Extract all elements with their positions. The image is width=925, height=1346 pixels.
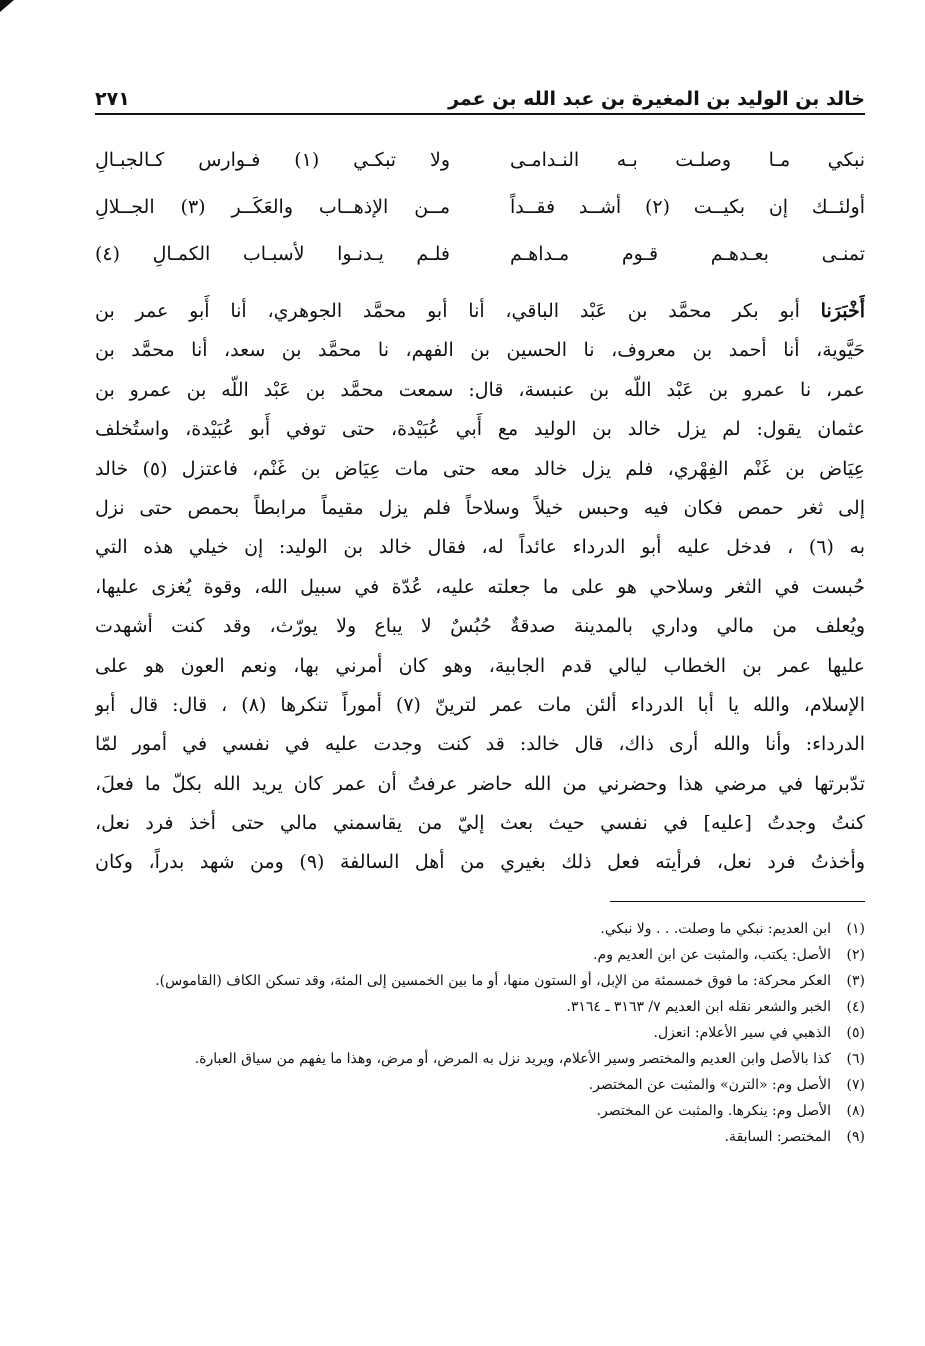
- book-page: [95, 78, 865, 1150]
- body-line: حَيَّوية، أنا أحمد بن معروف، نا الحسين بن الفهم، نا محمَّد بن سعد، أنا محمَّد بن: [95, 339, 865, 362]
- footnote-text: الخبر والشعر نقله ابن العديم ٧/ ٣١٦٣ ـ ٣١٦٤.: [566, 998, 831, 1015]
- verse-second-hemistich: ولا تبكـي (١) فـوارس كـالجبـالِ: [95, 149, 450, 171]
- corner-mark: [0, 0, 14, 12]
- footnote-number: (٦): [846, 1050, 865, 1067]
- body-line: وأخذتُ فرد نعل، فرأيته فعل ذلك بغيري من أهل السالفة (٩) ومن شهد بدراً، وكان: [95, 851, 865, 874]
- body-line: الإسلام، والله يا أبا الدرداء ألئن مات عمر لترينّ (٧) أموراً تنكرها (٨) ، قال: قال أبو: [95, 693, 865, 716]
- footnote-text: الأصل وم: «الترن» والمثبت عن المختصر.: [588, 1076, 831, 1093]
- body-line: إلى ثغر حمص فكان فيه وحبس خيلاً وسلاحاً فلم يزل مقيماً مرابطاً بحمص حتى نزل: [95, 496, 865, 519]
- body-line: الدرداء: وأنا والله أرى ذاك، قال خالد: قد كنت وجدت عليه في نفسي في أمور لمّا: [95, 733, 865, 756]
- footnote-text: الذهبي في سير الأعلام: انعزل.: [653, 1024, 831, 1041]
- footnote-number: (٨): [846, 1102, 865, 1119]
- body-line: ويُعلف من مالي وداري بالمدينة صدقةٌ حُبُسٌ لا يباع ولا يورّث، وقد كنت أشهدت: [95, 615, 865, 638]
- body-line: به (٦) ، فدخل عليه أبو الدرداء عائداً له، فقال خالد بن الوليد: إن خيلي هذه التي: [95, 536, 865, 559]
- lead-word: أَخْبَرَنا: [820, 300, 865, 322]
- footnote: [95, 994, 865, 1020]
- footnote: [95, 1124, 865, 1150]
- verse-first-hemistich: تمنـى بعـدهـم قـوم مـداهـم: [510, 243, 865, 265]
- verse-second-hemistich: مــن الإذهــاب والعَكَــر (٣) الجــلالِ: [95, 196, 450, 218]
- body-line: تدّبرتها في مرضي هذا وحضرني من الله حاضر عرفتُ أن عمر كان يريد الله بكلّ ما فعلَ،: [95, 772, 865, 795]
- footnote-text: كذا بالأصل وابن العديم والمختصر وسير الأعلام، ويريد نزل به المرض، أو مرض، وهذا ما يفهم من سياق العبارة.: [194, 1050, 831, 1067]
- body-line: كنتُ وجدتُ [عليه] في نفسي حيث بعث إليّ من يقاسمني مالي حتى أخذ فرد نعل،: [95, 812, 865, 835]
- body-line: عِيَاض بن غَنْم الفِهْري، فلم يزل خالد معه حتى مات عِيَاض بن غَنْم، فاعتزل (٥) خالد: [95, 457, 865, 480]
- poem-verse: [95, 145, 865, 192]
- footnote: [95, 1072, 865, 1098]
- body-text: [95, 292, 865, 883]
- page-number: ٢٧١: [95, 88, 130, 110]
- body-line: حُبست في الثغر وسلاحي هو على ما جعلته عليه، عُدّة في سبيل الله، وقوة يُغزى عليها،: [95, 575, 865, 598]
- body-line: [95, 292, 865, 331]
- footnote: [95, 942, 865, 968]
- footnote-divider: [610, 901, 865, 902]
- running-title: خالد بن الوليد بن المغيرة بن عبد الله بن عمر: [448, 88, 865, 110]
- footnote-text: الأصل وم: ينكرها. والمثبت عن المختصر.: [596, 1102, 831, 1119]
- footnote-number: (١): [846, 920, 865, 937]
- body-line: عليها عمر بن الخطاب ليالي قدم الجابية، وهو كان أمرني بها، ونعم العون هو على: [95, 654, 865, 677]
- body-line: عمر، نا عمرو بن عَبْد اللّه بن عنبسة، قال: سمعت محمَّد بن عَبْد اللّه بن عمرو بن: [95, 378, 865, 401]
- footnote-number: (٥): [846, 1024, 865, 1041]
- footnote-number: (٢): [846, 946, 865, 963]
- page-header: [95, 78, 865, 115]
- footnote: [95, 916, 865, 942]
- footnote-number: (٩): [846, 1128, 865, 1145]
- footnote-number: (٣): [846, 972, 865, 989]
- footnote: [95, 968, 865, 994]
- footnote-text: العكر محركة: ما فوق خمسمئة من الإبل، أو الستون منها، أو ما بين الخمسين إلى المئة، وقد تسكن الكاف (القاموس).: [155, 972, 831, 989]
- footnote-text: ابن العديم: نبكي ما وصلت. . . ولا نبكي.: [600, 920, 831, 937]
- footnote-number: (٤): [846, 998, 865, 1015]
- footnote-text: الأصل: يكتب، والمثبت عن ابن العديم وم.: [593, 946, 831, 963]
- footnote: [95, 1020, 865, 1046]
- footnotes: [95, 916, 865, 1150]
- poem-verse: [95, 239, 865, 286]
- body-line-text: أبو بكر محمَّد بن عَبْد الباقي، أنا أبو محمَّد الجوهري، أنا أَبو عمر بن: [95, 300, 821, 322]
- footnote: [95, 1046, 865, 1072]
- footnote: [95, 1098, 865, 1124]
- poem: [95, 145, 865, 286]
- poem-verse: [95, 192, 865, 239]
- verse-first-hemistich: أولئــك إن بكيــت (٢) أشــد فقــداً: [510, 196, 865, 218]
- footnote-text: المختصر: السابقة.: [724, 1128, 831, 1145]
- verse-second-hemistich: فلـم يـدنـوا لأسبـاب الكمـالِ (٤): [95, 243, 450, 265]
- footnote-number: (٧): [846, 1076, 865, 1093]
- verse-first-hemistich: نبكي مـا وصلـت بـه النـدامـى: [510, 149, 865, 171]
- body-line: عثمان يقول: لم يزل خالد بن الوليد مع أَبي عُبَيْدة، حتى توفي أَبو عُبَيْدة، واستُخلف: [95, 418, 865, 441]
